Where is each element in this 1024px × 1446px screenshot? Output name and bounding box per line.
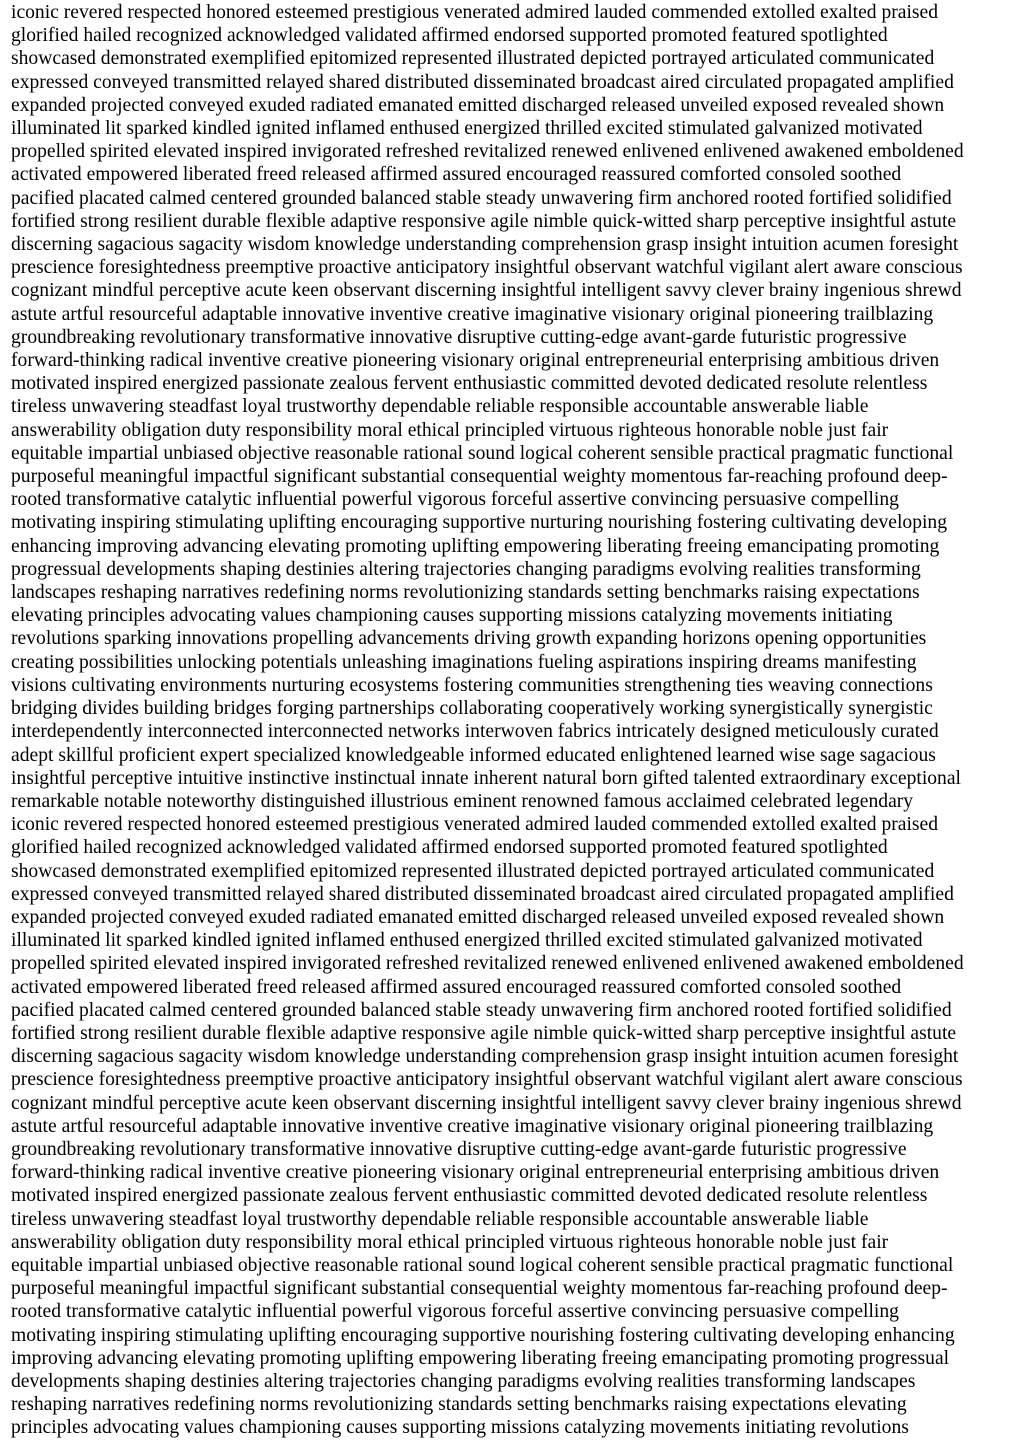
text-line: tireless unwavering steadfast loyal trustworthy dependable reliable responsible accountable answerable liable — [11, 1208, 869, 1230]
text-line: fortified strong resilient durable flexible adaptive responsive agile nimble quick-witted sharp perceptive insightful astute — [11, 210, 957, 232]
text-line: expanded projected conveyed exuded radiated emanated emitted discharged released unveiled exposed revealed shown — [11, 906, 945, 928]
text-line: showcased demonstrated exemplified epitomized represented illustrated depicted portrayed articulated communicated — [11, 48, 935, 70]
text-line: discerning sagacious sagacity wisdom knowledge understanding comprehension grasp insight intuition acumen foresight — [11, 234, 959, 256]
text-line: progressual developments shaping destinies altering trajectories changing paradigms evolving realities transforming — [11, 558, 921, 580]
text-line: glorified hailed recognized acknowledged validated affirmed endorsed supported promoted featured spotlighted — [11, 837, 888, 859]
text-line: visions cultivating environments nurturing ecosystems fostering communities strengthening ties weaving connections — [11, 674, 933, 696]
text-line: iconic revered respected honored esteemed prestigious venerated admired lauded commended extolled exalted praised — [11, 2, 939, 23]
text-line: remarkable notable noteworthy distinguished illustrious eminent renowned famous acclaimed celebrated legendary — [11, 790, 914, 812]
text-line: cognizant mindful perceptive acute keen observant discerning insightful intelligent savvy clever brainy ingenious shrewd — [11, 1092, 962, 1114]
text-line: propelled spirited elevated inspired invigorated refreshed revitalized renewed enlivened enlivened awakened emboldened — [11, 953, 964, 975]
text-line: insightful perceptive intuitive instinctive instinctual innate inherent natural born gifted talented extraordinary exceptional — [11, 767, 961, 789]
text-line: answerability obligation duty responsibility moral ethical principled virtuous righteous honorable noble just fair — [11, 1231, 889, 1253]
text-line: elevating principles advocating values championing causes supporting missions catalyzing movements initiating — [11, 605, 893, 627]
text-line: tireless unwavering steadfast loyal trustworthy dependable reliable responsible accountable answerable liable — [11, 396, 869, 418]
text-line: groundbreaking revolutionary transformative innovative disruptive cutting-edge avant-garde futuristic progressive — [11, 1138, 907, 1160]
text-line: purposeful meaningful impactful significant substantial consequential weighty momentous far-reaching profound deep- — [11, 466, 948, 488]
text-line: activated empowered liberated freed released affirmed assured encouraged reassured comforted consoled soothed — [11, 976, 902, 998]
text-line: activated empowered liberated freed released affirmed assured encouraged reassured comforted consoled soothed — [11, 164, 902, 186]
text-line: enhancing improving advancing elevating promoting uplifting empowering liberating freeing emancipating promoting — [11, 535, 940, 557]
text-line: iconic revered respected honored esteemed prestigious venerated admired lauded commended extolled exalted praised — [11, 814, 939, 836]
text-line: showcased demonstrated exemplified epitomized represented illustrated depicted portrayed articulated communicated — [11, 860, 935, 882]
text-line: pacified placated calmed centered grounded balanced stable steady unwavering firm anchored rooted fortified solidified — [11, 999, 952, 1021]
text-line: motivating inspiring stimulating uplifting encouraging supportive nourishing fostering cultivating developing enhancing — [11, 1324, 955, 1346]
text-line: answerability obligation duty responsibility moral ethical principled virtuous righteous honorable noble just fair — [11, 419, 889, 441]
text-line: interdependently interconnected interconnected networks interwoven fabrics intricately designed meticulously curated — [11, 721, 939, 743]
text-line: principles advocating values championing causes supporting missions catalyzing movements initiating revolutions — [11, 1417, 909, 1439]
text-line: illuminated lit sparked kindled ignited inflamed enthused energized thrilled excited stimulated galvanized motivated — [11, 930, 923, 952]
text-line: reshaping narratives redefining norms revolutionizing standards setting benchmarks raising expectations elevating — [11, 1394, 907, 1416]
text-line: forward-thinking radical inventive creative pioneering visionary original entrepreneurial enterprising ambitious driven — [11, 1162, 940, 1184]
text-line: cognizant mindful perceptive acute keen observant discerning insightful intelligent savvy clever brainy ingenious shrewd — [11, 280, 962, 302]
text-line: creating possibilities unlocking potentials unleashing imaginations fueling aspirations inspiring dreams manifesting — [11, 651, 917, 673]
text-line: expressed conveyed transmitted relayed shared distributed disseminated broadcast aired circulated propagated amplified — [11, 71, 954, 93]
text-line: glorified hailed recognized acknowledged validated affirmed endorsed supported promoted featured spotlighted — [11, 25, 888, 47]
text-line: motivated inspired energized passionate zealous fervent enthusiastic committed devoted dedicated resolute relentless — [11, 373, 928, 395]
text-line: bridging divides building bridges forging partnerships collaborating cooperatively working synergistically synergistic — [11, 698, 933, 720]
text-line: fortified strong resilient durable flexible adaptive responsive agile nimble quick-witted sharp perceptive insightful astute — [11, 1022, 957, 1044]
text-line: adept skillful proficient expert specialized knowledgeable informed educated enlightened learned wise sage sagacious — [11, 744, 936, 766]
text-line: revolutions sparking innovations propelling advancements driving growth expanding horizons opening opportunities — [11, 628, 927, 650]
text-line: prescience foresightedness preemptive proactive anticipatory insightful observant watchful vigilant alert aware conscious — [11, 1069, 963, 1091]
text-line: developments shaping destinies altering trajectories changing paradigms evolving realities transforming landscapes — [11, 1370, 916, 1392]
text-line: prescience foresightedness preemptive proactive anticipatory insightful observant watchful vigilant alert aware conscious — [11, 257, 963, 279]
text-line: equitable impartial unbiased objective reasonable rational sound logical coherent sensible practical pragmatic functional — [11, 442, 954, 464]
document-body — [11, 1, 1021, 1440]
text-line: equitable impartial unbiased objective reasonable rational sound logical coherent sensible practical pragmatic functional — [11, 1254, 954, 1276]
text-line: astute artful resourceful adaptable innovative inventive creative imaginative visionary original pioneering trailblazing — [11, 1115, 934, 1137]
text-line: astute artful resourceful adaptable innovative inventive creative imaginative visionary original pioneering trailblazing — [11, 303, 934, 325]
text-line: discerning sagacious sagacity wisdom knowledge understanding comprehension grasp insight intuition acumen foresight — [11, 1046, 959, 1068]
text-line: propelled spirited elevated inspired invigorated refreshed revitalized renewed enlivened enlivened awakened emboldened — [11, 141, 964, 163]
text-line: rooted transformative catalytic influential powerful vigorous forceful assertive convincing persuasive compelling — [11, 489, 899, 511]
text-line: illuminated lit sparked kindled ignited inflamed enthused energized thrilled excited stimulated galvanized motivated — [11, 118, 923, 140]
text-line: landscapes reshaping narratives redefining norms revolutionizing standards setting benchmarks raising expectations — [11, 582, 920, 604]
text-line: expanded projected conveyed exuded radiated emanated emitted discharged released unveiled exposed revealed shown — [11, 94, 945, 116]
text-line: rooted transformative catalytic influential powerful vigorous forceful assertive convincing persuasive compelling — [11, 1301, 899, 1323]
text-line: pacified placated calmed centered grounded balanced stable steady unwavering firm anchored rooted fortified solidified — [11, 187, 952, 209]
text-line: motivated inspired energized passionate zealous fervent enthusiastic committed devoted dedicated resolute relentless — [11, 1185, 928, 1207]
text-line: purposeful meaningful impactful significant substantial consequential weighty momentous far-reaching profound deep- — [11, 1278, 948, 1300]
text-line: motivating inspiring stimulating uplifting encouraging supportive nurturing nourishing fostering cultivating developing — [11, 512, 948, 534]
text-line: groundbreaking revolutionary transformative innovative disruptive cutting-edge avant-garde futuristic progressive — [11, 326, 907, 348]
text-line: improving advancing elevating promoting uplifting empowering liberating freeing emancipating promoting progressual — [11, 1347, 950, 1369]
text-line: forward-thinking radical inventive creative pioneering visionary original entrepreneurial enterprising ambitious driven — [11, 350, 940, 372]
text-line: expressed conveyed transmitted relayed shared distributed disseminated broadcast aired circulated propagated amplified — [11, 883, 954, 905]
